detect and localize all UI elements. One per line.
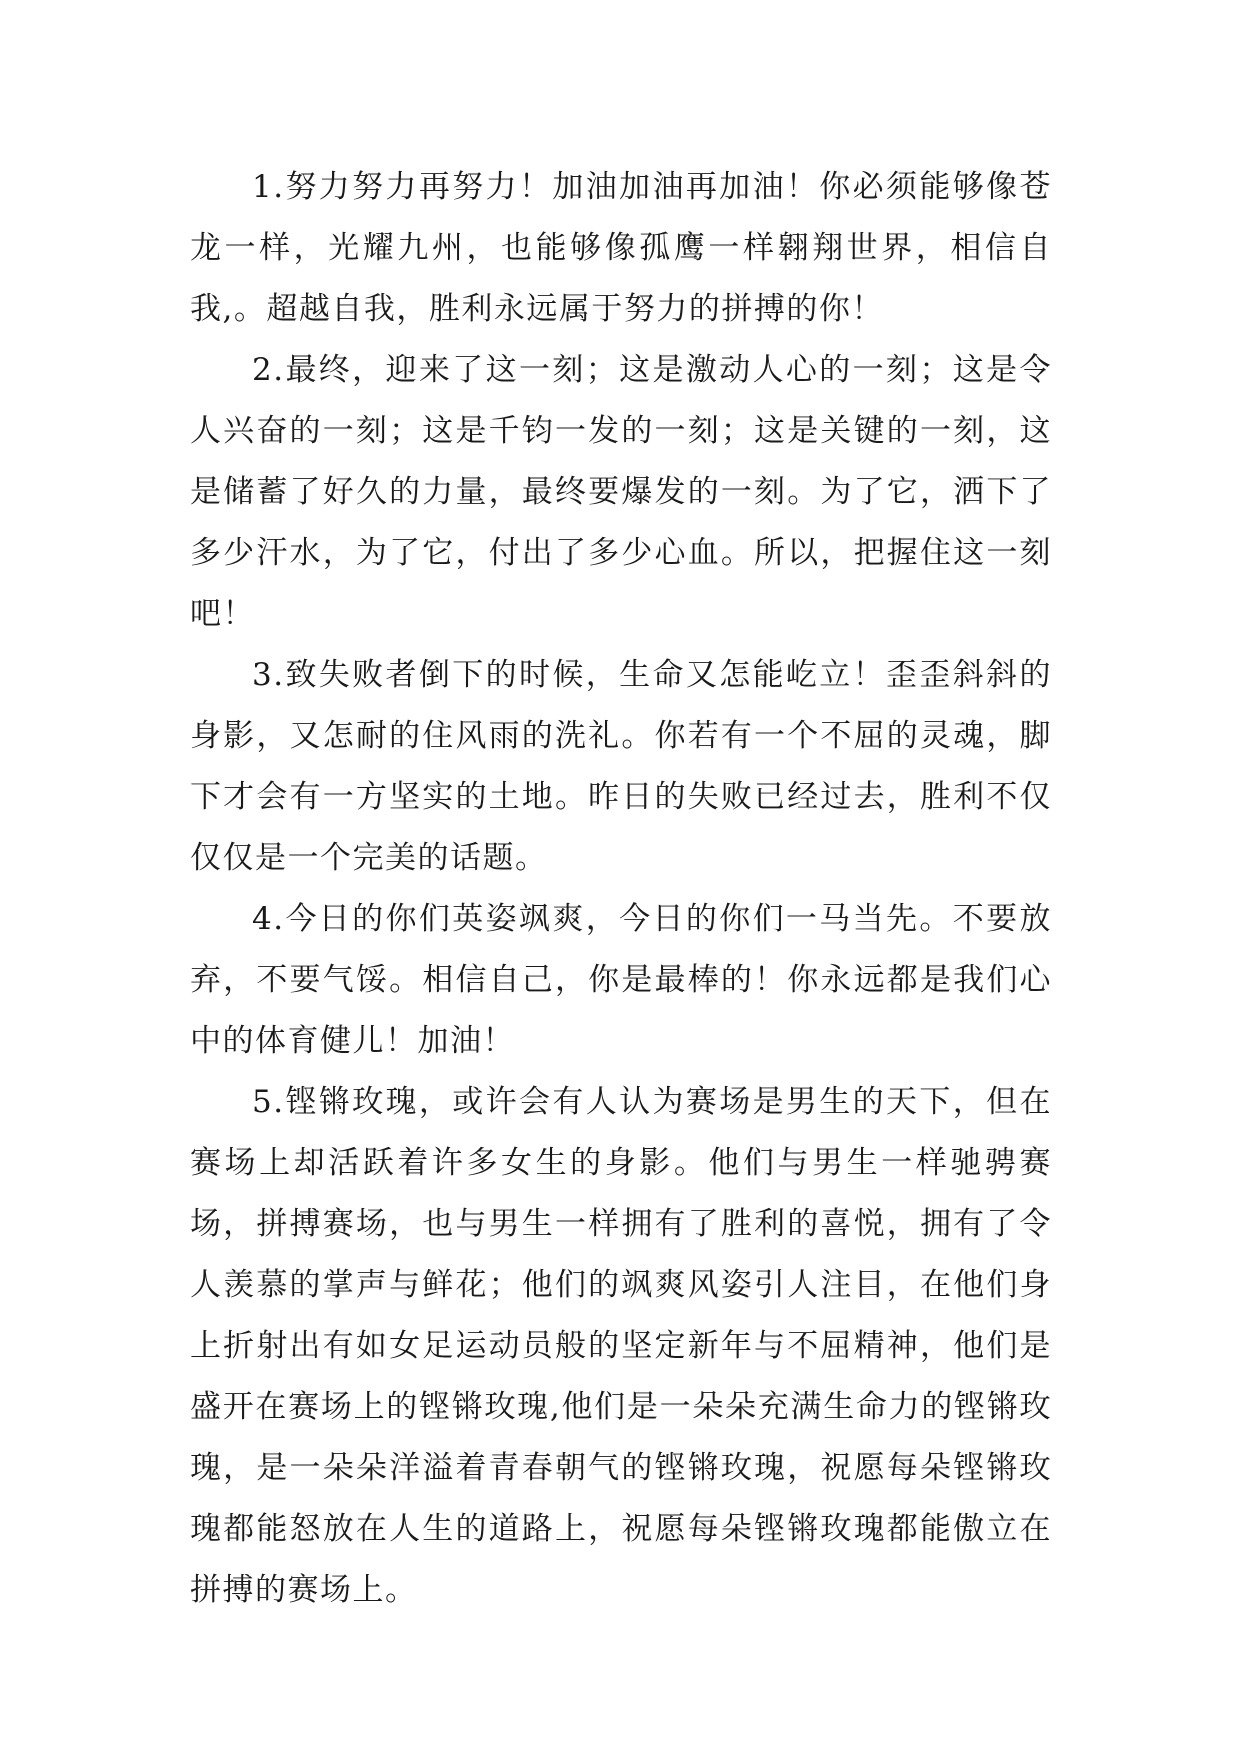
paragraph-4: 4.今日的你们英姿飒爽，今日的你们一马当先。不要放弃，不要气馁。相信自己，你是最棒的！你永远都是我们心中的体育健儿！加油！ [190, 901, 1052, 1059]
document-body [190, 157, 1052, 1621]
paragraph-1: 1.努力努力再努力！加油加油再加油！你必须能够像苍龙一样，光耀九州，也能够像孤鹰一样翱翔世界，相信自我,。超越自我，胜利永远属于努力的拼搏的你！ [190, 169, 1052, 327]
paragraph-5: 5.铿锵玫瑰，或许会有人认为赛场是男生的天下，但在赛场上却活跃着许多女生的身影。他们与男生一样驰骋赛场，拼搏赛场，也与男生一样拥有了胜利的喜悦，拥有了令人羡慕的掌声与鲜花；他们的飒爽风姿引人注目，在他们身上折射出有如女足运动员般的坚定新年与不屈精神，他们是盛开在赛场上的铿锵玫瑰,他们是一朵朵充满生命力的铿锵玫瑰，是一朵朵洋溢着青春朝气的铿锵玫瑰，祝愿每朵铿锵玫瑰都能怒放在人生的道路上，祝愿每朵铿锵玫瑰都能傲立在拼搏的赛场上。 [190, 1084, 1052, 1608]
paragraph-2: 2.最终，迎来了这一刻；这是激动人心的一刻；这是令人兴奋的一刻；这是千钧一发的一刻；这是关键的一刻，这是储蓄了好久的力量，最终要爆发的一刻。为了它，洒下了多少汗水，为了它，付出了多少心血。所以，把握住这一刻吧！ [190, 352, 1052, 632]
paragraph-3: 3.致失败者倒下的时候，生命又怎能屹立！歪歪斜斜的身影，又怎耐的住风雨的洗礼。你若有一个不屈的灵魂，脚下才会有一方坚实的土地。昨日的失败已经过去，胜利不仅仅仅是一个完美的话题。 [190, 657, 1052, 876]
